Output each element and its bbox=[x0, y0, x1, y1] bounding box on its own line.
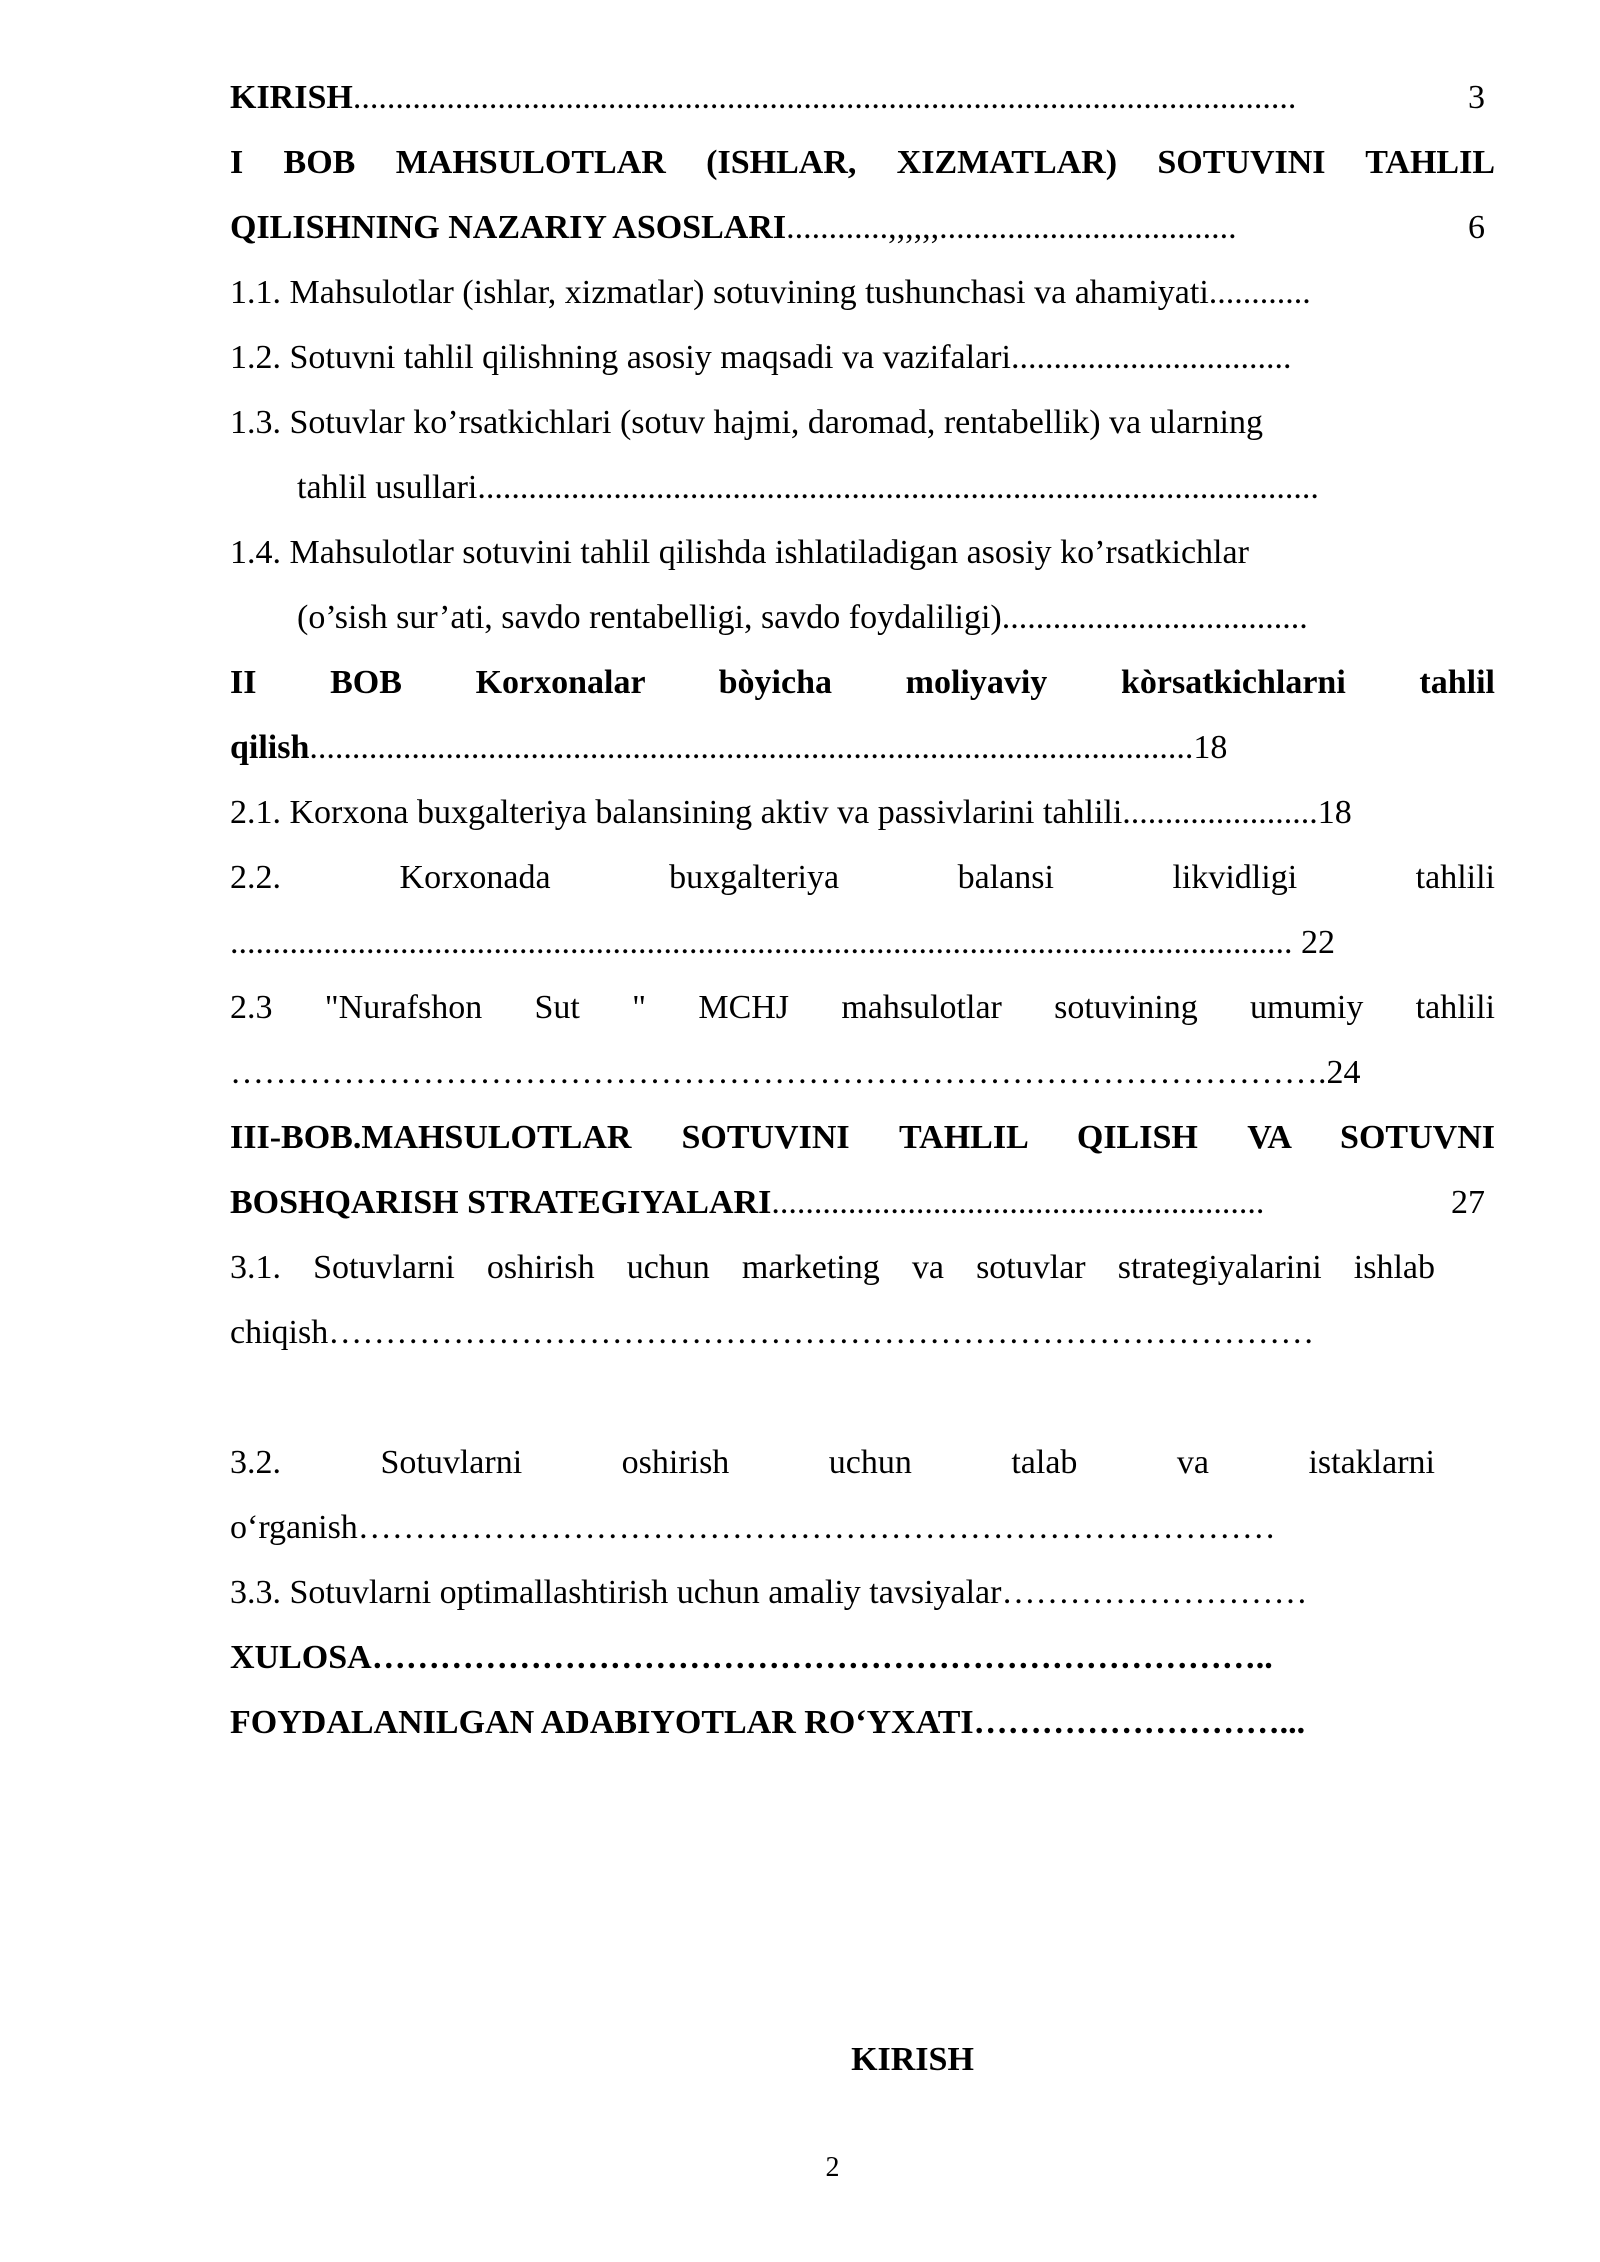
toc-leader: ........................................................................................................ bbox=[309, 729, 1194, 766]
page-number: 2 bbox=[825, 2152, 840, 2183]
toc-page-number: 18 bbox=[1193, 729, 1228, 766]
toc-section-1-3-line-1[interactable]: 1.3. Sotuvlar ko’rsatkichlari (sotuv hajmi, daromad, rentabellik) va ularning bbox=[230, 404, 1263, 441]
toc-page-number: 3 bbox=[1468, 79, 1485, 116]
toc-section-2-2-line-2[interactable]: ............................................................................................................................. 22 bbox=[230, 924, 1335, 961]
toc-section-1-4-line-2[interactable]: (o’sish sur’ati, savdo rentabelligi, savdo foydaliligi).................................... bbox=[297, 599, 1308, 636]
toc-chapter-3-line-2[interactable] bbox=[230, 1183, 1495, 1223]
toc-section-1-1[interactable]: 1.1. Mahsulotlar (ishlar, xizmatlar) sotuvining tushunchasi va ahamiyati............ bbox=[230, 274, 1311, 311]
toc-chapter-1-line-1[interactable]: I BOB MAHSULOTLAR (ISHLAR, XIZMATLAR) SOTUVINI TAHLIL bbox=[230, 144, 1495, 181]
toc-page-number: 27 bbox=[1451, 1184, 1485, 1221]
toc-entry-kirish[interactable] bbox=[230, 78, 1495, 118]
toc-section-1-2[interactable]: 1.2. Sotuvni tahlil qilishning asosiy maqsadi va vazifalari................................. bbox=[230, 339, 1292, 376]
toc-entry-adabiyotlar[interactable]: FOYDALANILGAN ADABIYOTLAR RO‘YXATI………………………... bbox=[230, 1704, 1306, 1741]
toc-section-3-1-line-1[interactable]: 3.1. Sotuvlarni oshirish uchun marketing va sotuvlar strategiyalarini ishlab bbox=[230, 1249, 1435, 1286]
toc-title: BOSHQARISH STRATEGIYALARI bbox=[230, 1184, 772, 1221]
toc-chapter-2-line-2[interactable] bbox=[230, 728, 1495, 768]
toc-leader: ............,,,,,,................................... bbox=[786, 209, 1237, 246]
toc-section-3-2-line-1[interactable]: 3.2. Sotuvlarni oshirish uchun talab va istaklarni bbox=[230, 1444, 1435, 1481]
toc-section-1-3-line-2[interactable]: tahlil usullari................................................................................................... bbox=[297, 469, 1319, 506]
toc-section-3-1-line-2[interactable]: chiqish…………………………………………………………………………… bbox=[230, 1314, 1315, 1351]
toc-leader: .......................................................... bbox=[771, 1184, 1265, 1221]
toc-section-3-2-line-2[interactable]: o‘rganish……………………………………………………………………… bbox=[230, 1509, 1276, 1546]
toc-section-2-2-line-1[interactable]: 2.2. Korxonada buxgalteriya balansi likvidligi tahlili bbox=[230, 859, 1495, 896]
toc-leader: ............................................................................................................... bbox=[352, 79, 1297, 116]
toc-section-1-4-line-1[interactable]: 1.4. Mahsulotlar sotuvini tahlil qilishda ishlatiladigan asosiy ko’rsatkichlar bbox=[230, 534, 1249, 571]
toc-page-number: 6 bbox=[1468, 209, 1485, 246]
toc-section-2-3-line-2[interactable]: …………………………………………………………………………………….24 bbox=[230, 1054, 1361, 1091]
toc-title: KIRISH bbox=[230, 79, 353, 116]
toc-chapter-2-line-1[interactable]: II BOB Korxonalar bòyicha moliyaviy kòrsatkichlarni tahlil bbox=[230, 664, 1495, 701]
toc-title: QILISHNING NAZARIY ASOSLARI bbox=[230, 209, 787, 246]
toc-entry-xulosa[interactable]: XULOSA…………………………………………………………………….. bbox=[230, 1639, 1273, 1676]
section-heading-kirish: KIRISH bbox=[851, 2041, 974, 2078]
toc-title: qilish bbox=[230, 729, 310, 766]
toc-chapter-1-line-2[interactable] bbox=[230, 208, 1495, 248]
toc-section-3-3[interactable]: 3.3. Sotuvlarni optimallashtirish uchun amaliy tavsiyalar……………………… bbox=[230, 1574, 1308, 1611]
toc-section-2-3-line-1[interactable]: 2.3 "Nurafshon Sut " MCHJ mahsulotlar sotuvining umumiy tahlili bbox=[230, 989, 1495, 1026]
toc-chapter-3-line-1[interactable]: III-BOB.MAHSULOTLAR SOTUVINI TAHLIL QILISH VA SOTUVNI bbox=[230, 1119, 1495, 1156]
toc-section-2-1[interactable]: 2.1. Korxona buxgalteriya balansining aktiv va passivlarini tahlili.......................18 bbox=[230, 794, 1352, 831]
